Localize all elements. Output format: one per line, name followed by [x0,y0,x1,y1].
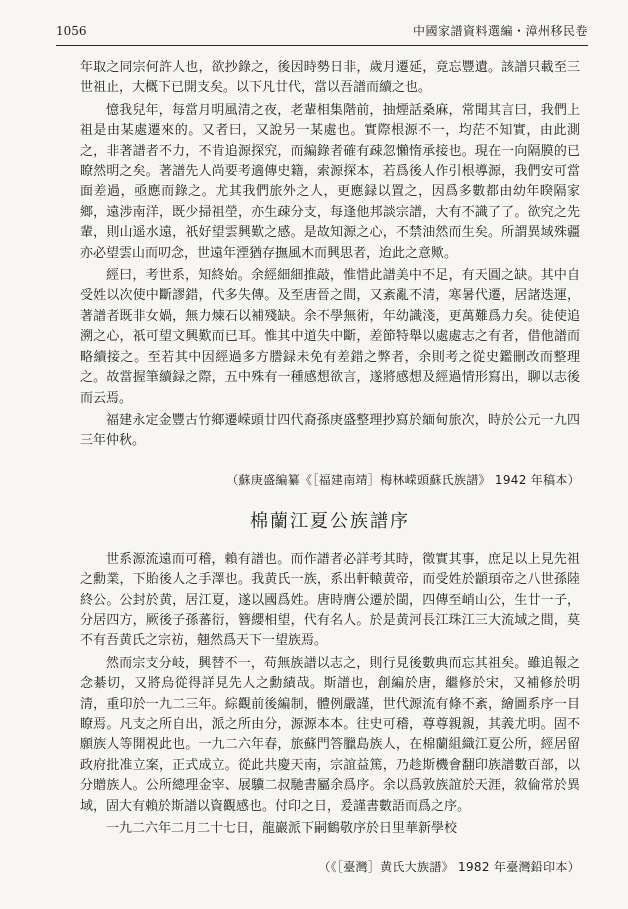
paragraph: 福建永定金豐古竹鄉遷嵘頭廿四代裔孫庚盛整理抄寫於緬甸旅次，時於公元一九四三年仲秋。 [80,412,580,449]
paragraph: 經曰，考世系，知終始。余經細細推敲，惟惜此譜美中不足，有天圓之缺。其中自受姓以次使中斷謬錯，代多失傳。及至唐晉之間，又紊亂不清，寒暑代遷，居諸迭運，著譜者既非女媧，無力煉石以補殘缺。余不學無術，年幼識淺，更萬難爲力矣。徒使追溯之心，祇可望文興歎而已耳。惟其中道失中斷，差節特舉以處處志之有者，借他譜而略續接之。至若其中因經過多方謄録未免有差錯之弊者，余則考之從史鑑刪改而整理之。故當握筆續録之際，五中殊有一種感想欲言，遂將感想及經過情形寫出，聊以志後而云焉。 [80,268,580,406]
paragraph: 一九二六年二月二十七日，龍巖派下嗣鶴敬序於日里華新學校 [106,821,458,836]
running-head: 中國家譜資料選編・漳州移民卷 [412,24,588,38]
paragraph: 世系源流遠而可稽，賴有譜也。而作譜者必詳考其時，徵實其事，庶足以上見先祖之勳業，下貽後人之手澤也。我黄氏一族，系出軒轅黄帝，而受姓於顓頊帝之八世孫陸終公。公封於黄，居江夏，遂以國爲姓。唐時膺公遷於閩，四傳至峭山公，生廿一子，分居四方，厥後子孫蕃衍，簪纓相望，代有名人。於是黄河長江珠江三大流域之間，莫不有吾黄氏之宗祊，翹然爲天下一望族焉。 [80,551,580,649]
paragraph: 然而宗支分岐，興替不一，苟無族譜以志之，則行見後數典而忘其祖矣。雖追報之念綦切，又將烏從得詳見先人之勳績哉。斯譜也，創編於唐，繼修於宋，又補修於明清，重印於一九二三年。綜觀前後編制，體例嚴謹，世代源流有條不紊，繪圖系序一目瞭焉。凡支之所自出，派之所由分，源源本本。往史可稽，尊尊親親，其義尤明。固不願族人等開視此也。一九二六年春，旅蘇門答臘島族人，在棉蘭組織江夏公所，經居留政府批准立案，正式成立。從此共慶天南，宗誼益篤，乃趁斯機會翻印族譜數百部，以分贈族人。公所總理金宰、展驥二叔馳書屬余爲序。余以爲敦族誼於天涯，敘倫常於異域，固大有賴於斯譜以資觀感也。付印之日，爰謹書數語而爲之序。 [80,655,580,814]
section-title: 棉蘭江夏公族譜序 [250,510,410,532]
page-header [56,18,588,44]
header-rule [56,45,588,46]
page-body [80,58,580,895]
source-citation: （《［臺灣］黄氏大族譜》 1982 年臺灣鉛印本） [318,860,580,875]
paragraph: 憶我兒年，每當月明風清之夜，老輩相集階前，抽煙話桑麻，常聞其言曰，我們上祖是由某處遷來的。又者曰，又說另一某處也。實際根源不一，均茫不知實，由此測之，非著譜者不力，不肯追源探究，而編錄者確有疎忽懶惰承接也。現在一向隔膜的已瞭然明之矣。著譜先人尚要考適傳史籍，索源探本，若爲後人作引根導源，我們安可當面差過，亟應而錄之。尤其我們旅外之人，更應録以置之，因爲多數都由幼年睽隔家鄉，遠涉南洋，既少掃祖塋，亦生疎分支，每逢他邦談宗譜，大有不識了了。欲究之先輩，則山遥水遠，祇好望雲興歎之感。是故知源之心，不禁油然而生矣。所謂異域殊疆亦必望雲山而叨念，世遠年湮猶存撫風木而興思者，迨此之意歟。 [80,102,580,261]
paragraph: 年取之同宗何許人也，欲抄錄之，後因時勢日非，歲月遷延，竟忘豐遺。該譜只載至三世祖止，大概下已開支矣。以下凡廿代，當以吾譜而續之也。 [80,60,580,96]
source-citation: （蘇庚盛編纂《［福建南靖］梅林嵘頭蘇氏族譜》 1942 年稿本） [226,472,580,487]
page-number: 1056 [56,24,87,38]
